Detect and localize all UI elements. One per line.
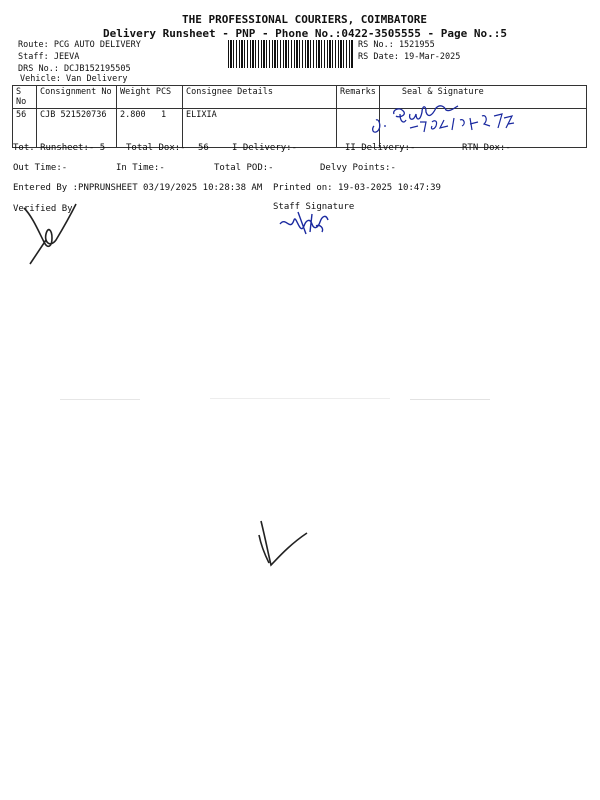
drs-number: DRS No.: DCJB152195505	[18, 64, 131, 74]
col-header-consignee: Consignee Details	[183, 86, 337, 109]
verifier-signature	[18, 200, 88, 270]
staff-signature-label: Staff Signature	[273, 202, 355, 212]
verified-by-label: Verified By	[13, 204, 73, 214]
col-header-consignment: Consignment No	[37, 86, 117, 109]
rs-date: RS Date: 19-Mar-2025	[358, 52, 461, 62]
total-pod: Total POD:-	[214, 163, 274, 173]
total-dox-value: 56	[198, 143, 209, 153]
in-time: In Time:-	[116, 163, 165, 173]
route-label: Route: PCG AUTO DELIVERY	[18, 40, 141, 50]
cell-consignment: CJB 521520736	[37, 109, 117, 148]
scan-mark	[410, 399, 490, 400]
scan-mark	[60, 399, 140, 400]
rs-number: RS No.: 1521955	[358, 40, 435, 50]
vehicle-label: Vehicle: Van Delivery	[20, 74, 128, 84]
cell-weight: 2.800	[120, 110, 146, 120]
col-header-sno: S No	[13, 86, 37, 109]
receiver-handwritten-signature	[370, 98, 570, 138]
cell-sno: 56	[13, 109, 37, 148]
i-delivery: I Delivery:-	[232, 143, 298, 153]
cell-consignee: ELIXIA	[183, 109, 337, 148]
col-header-remarks: Remarks	[337, 86, 380, 109]
entered-by: Entered By :PNPRUNSHEET 03/19/2025 10:28:38 AM	[13, 183, 263, 193]
scan-mark	[210, 398, 390, 399]
staff-handwritten-signature	[276, 208, 336, 238]
tot-runsheet: Tot. Runsheet:- 5	[13, 143, 106, 153]
staff-label: Staff: JEEVA	[18, 52, 80, 62]
document-title: THE PROFESSIONAL COURIERS, COIMBATORE	[182, 13, 428, 26]
cell-weight-pcs	[117, 109, 183, 148]
checkmark-signature	[255, 515, 315, 570]
barcode-image	[228, 40, 354, 68]
rtn-dox: RTN Dox:-	[462, 143, 511, 153]
col-header-weight-pcs: Weight PCS	[117, 86, 183, 109]
ii-delivery: II Delivery:-	[345, 143, 416, 153]
delvy-points: Delvy Points:-	[320, 163, 396, 173]
total-dox-label: Total Dox:-	[126, 143, 186, 153]
out-time: Out Time:-	[13, 163, 68, 173]
cell-pcs: 1	[160, 110, 167, 120]
col-header-seal: Seal & Signature	[379, 86, 586, 109]
document-subtitle: Delivery Runsheet - PNP - Phone No.:0422-3505555 - Page No.:5	[103, 27, 507, 40]
printed-on: Printed on: 19-03-2025 10:47:39	[273, 183, 441, 193]
